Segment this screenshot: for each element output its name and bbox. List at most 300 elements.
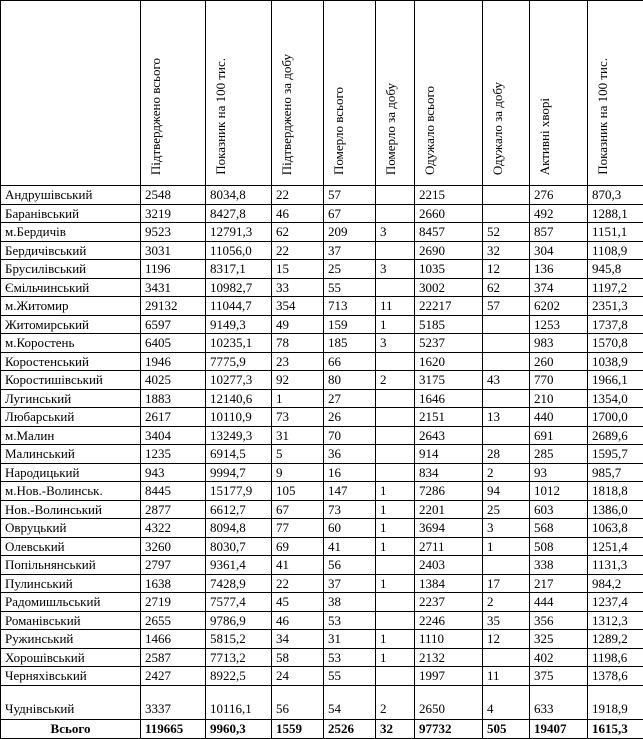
data-cell: 41	[324, 537, 376, 556]
data-cell: 304	[530, 241, 588, 260]
data-cell: 1237,4	[588, 593, 643, 612]
data-cell: 45	[272, 593, 324, 612]
data-cell	[376, 408, 415, 427]
data-cell: 10110,9	[206, 408, 272, 427]
data-cell: 22217	[415, 297, 483, 316]
data-cell: 12	[483, 630, 530, 649]
data-cell: 9523	[141, 223, 206, 242]
data-cell	[483, 334, 530, 353]
data-cell: 3002	[415, 278, 483, 297]
data-cell: 49	[272, 315, 324, 334]
table-row	[1, 334, 643, 353]
data-cell: 13249,3	[206, 426, 272, 445]
data-cell: 4025	[141, 371, 206, 390]
table-row	[1, 204, 643, 223]
data-cell: 1198,6	[588, 648, 643, 667]
header-cell-district	[1, 1, 141, 186]
data-cell: 1466	[141, 630, 206, 649]
data-cell: 1966,1	[588, 371, 643, 390]
data-cell: 67	[324, 204, 376, 223]
data-cell: 35	[483, 611, 530, 630]
data-cell: 24	[272, 667, 324, 686]
data-cell: 67	[272, 500, 324, 519]
data-cell: 2237	[415, 593, 483, 612]
data-cell: 338	[530, 556, 588, 575]
table-row	[1, 593, 643, 612]
data-cell: 4322	[141, 519, 206, 538]
data-cell: 17	[483, 574, 530, 593]
data-cell: 185	[324, 334, 376, 353]
data-cell	[376, 463, 415, 482]
data-cell: 43	[483, 371, 530, 390]
data-cell: 15	[272, 260, 324, 279]
data-cell: 69	[272, 537, 324, 556]
data-cell: 22	[272, 186, 324, 205]
data-cell: 16	[324, 463, 376, 482]
total-cell: 32	[376, 719, 415, 738]
data-cell: 56	[324, 556, 376, 575]
data-cell: 983	[530, 334, 588, 353]
data-cell: 508	[530, 537, 588, 556]
data-cell: 1289,2	[588, 630, 643, 649]
data-cell: 1595,7	[588, 445, 643, 464]
data-cell	[483, 352, 530, 371]
data-cell: 603	[530, 500, 588, 519]
data-cell: 691	[530, 426, 588, 445]
total-cell: 119665	[141, 719, 206, 738]
data-cell: 1	[376, 500, 415, 519]
data-cell: 2201	[415, 500, 483, 519]
data-cell: 33	[272, 278, 324, 297]
district-name-cell: Радомишльський	[1, 593, 141, 612]
data-cell: 9149,3	[206, 315, 272, 334]
data-cell: 5237	[415, 334, 483, 353]
data-cell: 15177,9	[206, 482, 272, 501]
data-cell: 1131,3	[588, 556, 643, 575]
data-cell: 2351,3	[588, 297, 643, 316]
district-name-cell: Ружинський	[1, 630, 141, 649]
table-row	[1, 445, 643, 464]
data-cell	[376, 389, 415, 408]
header-cell-active-rate-per-100k	[588, 1, 643, 186]
data-cell: 943	[141, 463, 206, 482]
data-cell: 31	[324, 630, 376, 649]
data-cell: 1620	[415, 352, 483, 371]
data-cell: 2	[483, 593, 530, 612]
data-cell: 23	[272, 352, 324, 371]
data-cell: 7713,2	[206, 648, 272, 667]
data-cell: 1038,9	[588, 352, 643, 371]
data-cell: 1	[376, 519, 415, 538]
data-cell: 10982,7	[206, 278, 272, 297]
district-name-cell: Олевський	[1, 537, 141, 556]
data-cell: 985,7	[588, 463, 643, 482]
header-row	[1, 1, 643, 186]
data-cell: 159	[324, 315, 376, 334]
district-name-cell: Любарський	[1, 408, 141, 427]
total-cell: 9960,3	[206, 719, 272, 738]
data-cell: 2427	[141, 667, 206, 686]
table-row	[1, 223, 643, 242]
data-cell: 6202	[530, 297, 588, 316]
data-cell: 52	[483, 223, 530, 242]
district-name-cell: Бердичівський	[1, 241, 141, 260]
table-row	[1, 389, 643, 408]
data-cell: 356	[530, 611, 588, 630]
data-cell: 57	[483, 297, 530, 316]
district-name-cell: м.Малин	[1, 426, 141, 445]
data-cell	[483, 204, 530, 223]
data-cell: 28	[483, 445, 530, 464]
data-cell: 32	[483, 241, 530, 260]
data-cell: 3219	[141, 204, 206, 223]
data-cell: 136	[530, 260, 588, 279]
data-cell	[483, 426, 530, 445]
data-cell: 70	[324, 426, 376, 445]
data-cell: 9	[272, 463, 324, 482]
total-cell: 505	[483, 719, 530, 738]
data-cell: 2403	[415, 556, 483, 575]
data-cell	[483, 556, 530, 575]
header-label: Показник на 100 тис.	[596, 58, 610, 175]
district-name-cell: Лугинський	[1, 389, 141, 408]
data-cell: 22	[272, 574, 324, 593]
data-cell: 325	[530, 630, 588, 649]
table-row	[1, 537, 643, 556]
header-cell-rate-per-100k	[206, 1, 272, 186]
data-cell: 27	[324, 389, 376, 408]
data-cell: 62	[483, 278, 530, 297]
header-label: Померло за добу	[384, 83, 398, 175]
data-cell: 870,3	[588, 186, 643, 205]
table-row	[1, 667, 643, 686]
data-cell: 8094,8	[206, 519, 272, 538]
header-label: Померло всього	[332, 87, 346, 175]
data-cell: 7428,9	[206, 574, 272, 593]
data-cell: 633	[530, 685, 588, 719]
data-cell: 1253	[530, 315, 588, 334]
data-cell: 62	[272, 223, 324, 242]
header-label: Одужало за добу	[491, 82, 505, 175]
data-cell: 8317,1	[206, 260, 272, 279]
data-cell: 2877	[141, 500, 206, 519]
data-cell: 2617	[141, 408, 206, 427]
data-cell: 1288,1	[588, 204, 643, 223]
total-cell: 1615,3	[588, 719, 643, 738]
district-name-cell: Коростенський	[1, 352, 141, 371]
data-cell	[483, 389, 530, 408]
data-cell: 217	[530, 574, 588, 593]
data-cell: 1108,9	[588, 241, 643, 260]
data-cell: 66	[324, 352, 376, 371]
header-label: Показник на 100 тис.	[214, 58, 228, 175]
data-cell: 3404	[141, 426, 206, 445]
data-cell	[376, 204, 415, 223]
table-row	[1, 556, 643, 575]
data-cell: 1235	[141, 445, 206, 464]
data-cell: 56	[272, 685, 324, 719]
header-cell-active-cases	[530, 1, 588, 186]
data-cell: 3431	[141, 278, 206, 297]
data-cell: 1	[483, 537, 530, 556]
data-cell: 1818,8	[588, 482, 643, 501]
table-row	[1, 352, 643, 371]
district-name-cell: Баранівський	[1, 204, 141, 223]
data-cell: 1	[376, 537, 415, 556]
total-cell: 19407	[530, 719, 588, 738]
data-cell	[483, 648, 530, 667]
data-cell: 2711	[415, 537, 483, 556]
data-cell: 1035	[415, 260, 483, 279]
table-footer	[1, 719, 643, 738]
data-cell: 3	[376, 223, 415, 242]
header-cell-confirmed-total	[141, 1, 206, 186]
data-cell: 1	[272, 389, 324, 408]
data-cell: 38	[324, 593, 376, 612]
district-name-cell: Овруцький	[1, 519, 141, 538]
data-cell: 46	[272, 204, 324, 223]
data-cell: 945,8	[588, 260, 643, 279]
data-cell: 10277,3	[206, 371, 272, 390]
table-row	[1, 500, 643, 519]
data-cell: 1646	[415, 389, 483, 408]
data-cell: 12140,6	[206, 389, 272, 408]
data-cell: 60	[324, 519, 376, 538]
data-cell: 37	[324, 241, 376, 260]
data-cell: 11044,7	[206, 297, 272, 316]
data-cell: 2689,6	[588, 426, 643, 445]
data-cell: 2548	[141, 186, 206, 205]
data-cell: 94	[483, 482, 530, 501]
data-cell: 8427,8	[206, 204, 272, 223]
data-cell: 22	[272, 241, 324, 260]
header-cell-recovered-daily	[483, 1, 530, 186]
total-label: Всього	[1, 719, 141, 738]
data-cell: 7577,4	[206, 593, 272, 612]
data-cell: 73	[324, 500, 376, 519]
total-cell: 97732	[415, 719, 483, 738]
district-name-cell: Коростишівський	[1, 371, 141, 390]
data-cell: 440	[530, 408, 588, 427]
data-cell: 5815,2	[206, 630, 272, 649]
data-cell: 7286	[415, 482, 483, 501]
data-cell: 37	[324, 574, 376, 593]
data-cell: 93	[530, 463, 588, 482]
data-cell: 568	[530, 519, 588, 538]
data-cell: 58	[272, 648, 324, 667]
data-cell: 1012	[530, 482, 588, 501]
data-cell: 26	[324, 408, 376, 427]
table-row	[1, 297, 643, 316]
data-cell: 1918,9	[588, 685, 643, 719]
data-cell: 53	[324, 611, 376, 630]
data-cell: 10116,1	[206, 685, 272, 719]
total-cell: 2526	[324, 719, 376, 738]
district-name-cell: м.Бердичів	[1, 223, 141, 242]
district-name-cell: Андрушівський	[1, 186, 141, 205]
data-cell: 3031	[141, 241, 206, 260]
data-cell: 1700,0	[588, 408, 643, 427]
district-name-cell: Нов.-Волинський	[1, 500, 141, 519]
data-cell: 3175	[415, 371, 483, 390]
data-cell	[376, 593, 415, 612]
data-cell: 2	[376, 371, 415, 390]
data-cell: 25	[483, 500, 530, 519]
data-cell: 2655	[141, 611, 206, 630]
data-cell: 92	[272, 371, 324, 390]
data-cell: 770	[530, 371, 588, 390]
district-name-cell: Черняхівський	[1, 667, 141, 686]
table-row	[1, 685, 643, 719]
table-row	[1, 630, 643, 649]
district-name-cell: Житомирський	[1, 315, 141, 334]
table-row	[1, 463, 643, 482]
table-row	[1, 315, 643, 334]
data-cell	[376, 556, 415, 575]
data-cell: 34	[272, 630, 324, 649]
data-cell: 1570,8	[588, 334, 643, 353]
data-cell: 147	[324, 482, 376, 501]
header-cell-deaths-total	[324, 1, 376, 186]
data-cell: 29132	[141, 297, 206, 316]
data-cell: 2719	[141, 593, 206, 612]
district-name-cell: Пулинський	[1, 574, 141, 593]
data-cell: 209	[324, 223, 376, 242]
data-cell: 6612,7	[206, 500, 272, 519]
header-label: Одужало всього	[423, 86, 437, 175]
table-body	[1, 186, 643, 720]
district-name-cell: Попільнянський	[1, 556, 141, 575]
data-cell: 53	[324, 648, 376, 667]
data-cell: 1151,1	[588, 223, 643, 242]
data-cell: 354	[272, 297, 324, 316]
table-row	[1, 408, 643, 427]
data-cell: 12791,3	[206, 223, 272, 242]
data-cell: 1312,3	[588, 611, 643, 630]
data-cell: 12	[483, 260, 530, 279]
data-cell: 1883	[141, 389, 206, 408]
data-cell: 2246	[415, 611, 483, 630]
data-cell	[483, 186, 530, 205]
data-cell: 3	[483, 519, 530, 538]
data-cell: 3337	[141, 685, 206, 719]
district-name-cell: м.Житомир	[1, 297, 141, 316]
data-cell	[376, 445, 415, 464]
data-cell: 73	[272, 408, 324, 427]
data-cell: 4	[483, 685, 530, 719]
table-row	[1, 482, 643, 501]
data-cell: 713	[324, 297, 376, 316]
data-cell: 9786,9	[206, 611, 272, 630]
data-cell	[376, 667, 415, 686]
data-cell: 1384	[415, 574, 483, 593]
district-name-cell: м.Нов.-Волинськ.	[1, 482, 141, 501]
data-cell: 46	[272, 611, 324, 630]
district-name-cell: Романівський	[1, 611, 141, 630]
data-cell: 444	[530, 593, 588, 612]
district-name-cell: Малинський	[1, 445, 141, 464]
data-cell: 285	[530, 445, 588, 464]
data-cell: 276	[530, 186, 588, 205]
data-cell: 105	[272, 482, 324, 501]
data-cell	[483, 315, 530, 334]
district-name-cell: м.Коростень	[1, 334, 141, 353]
data-cell: 2660	[415, 204, 483, 223]
data-cell: 1	[376, 630, 415, 649]
data-cell	[376, 278, 415, 297]
data-cell: 2587	[141, 648, 206, 667]
data-cell: 9361,4	[206, 556, 272, 575]
header-cell-confirmed-daily	[272, 1, 324, 186]
data-cell	[376, 611, 415, 630]
data-cell: 2643	[415, 426, 483, 445]
data-cell: 9994,7	[206, 463, 272, 482]
data-cell: 2797	[141, 556, 206, 575]
data-cell: 402	[530, 648, 588, 667]
data-cell	[376, 241, 415, 260]
data-cell: 55	[324, 278, 376, 297]
data-cell: 10235,1	[206, 334, 272, 353]
data-cell: 984,2	[588, 574, 643, 593]
data-cell: 1378,6	[588, 667, 643, 686]
data-cell: 11	[483, 667, 530, 686]
data-cell: 1997	[415, 667, 483, 686]
data-cell: 8445	[141, 482, 206, 501]
data-cell: 8034,8	[206, 186, 272, 205]
table-row	[1, 186, 643, 205]
header-label: Підтверджено за добу	[280, 54, 294, 175]
data-cell: 54	[324, 685, 376, 719]
data-cell: 834	[415, 463, 483, 482]
data-cell: 8922,5	[206, 667, 272, 686]
data-cell	[376, 426, 415, 445]
district-name-cell: Чуднівський	[1, 685, 141, 719]
data-cell: 1251,4	[588, 537, 643, 556]
data-cell: 857	[530, 223, 588, 242]
data-cell: 375	[530, 667, 588, 686]
data-cell: 1196	[141, 260, 206, 279]
header-cell-recovered-total	[415, 1, 483, 186]
data-cell: 3	[376, 260, 415, 279]
data-cell: 6405	[141, 334, 206, 353]
data-cell: 1737,8	[588, 315, 643, 334]
table-header	[1, 1, 643, 186]
data-cell: 31	[272, 426, 324, 445]
data-cell: 13	[483, 408, 530, 427]
data-cell: 6597	[141, 315, 206, 334]
data-cell: 11056,0	[206, 241, 272, 260]
district-name-cell: Ємільчинський	[1, 278, 141, 297]
district-name-cell: Хорошівський	[1, 648, 141, 667]
data-cell: 6914,5	[206, 445, 272, 464]
data-cell	[376, 186, 415, 205]
data-cell: 1	[376, 482, 415, 501]
data-cell: 260	[530, 352, 588, 371]
table-row	[1, 574, 643, 593]
data-cell: 3694	[415, 519, 483, 538]
data-cell: 25	[324, 260, 376, 279]
data-cell: 8030,7	[206, 537, 272, 556]
data-cell: 1	[376, 648, 415, 667]
data-cell: 2215	[415, 186, 483, 205]
data-cell: 1197,2	[588, 278, 643, 297]
data-cell: 492	[530, 204, 588, 223]
data-cell: 2	[376, 685, 415, 719]
table-row	[1, 519, 643, 538]
data-cell: 1354,0	[588, 389, 643, 408]
header-cell-deaths-daily	[376, 1, 415, 186]
data-cell: 2690	[415, 241, 483, 260]
